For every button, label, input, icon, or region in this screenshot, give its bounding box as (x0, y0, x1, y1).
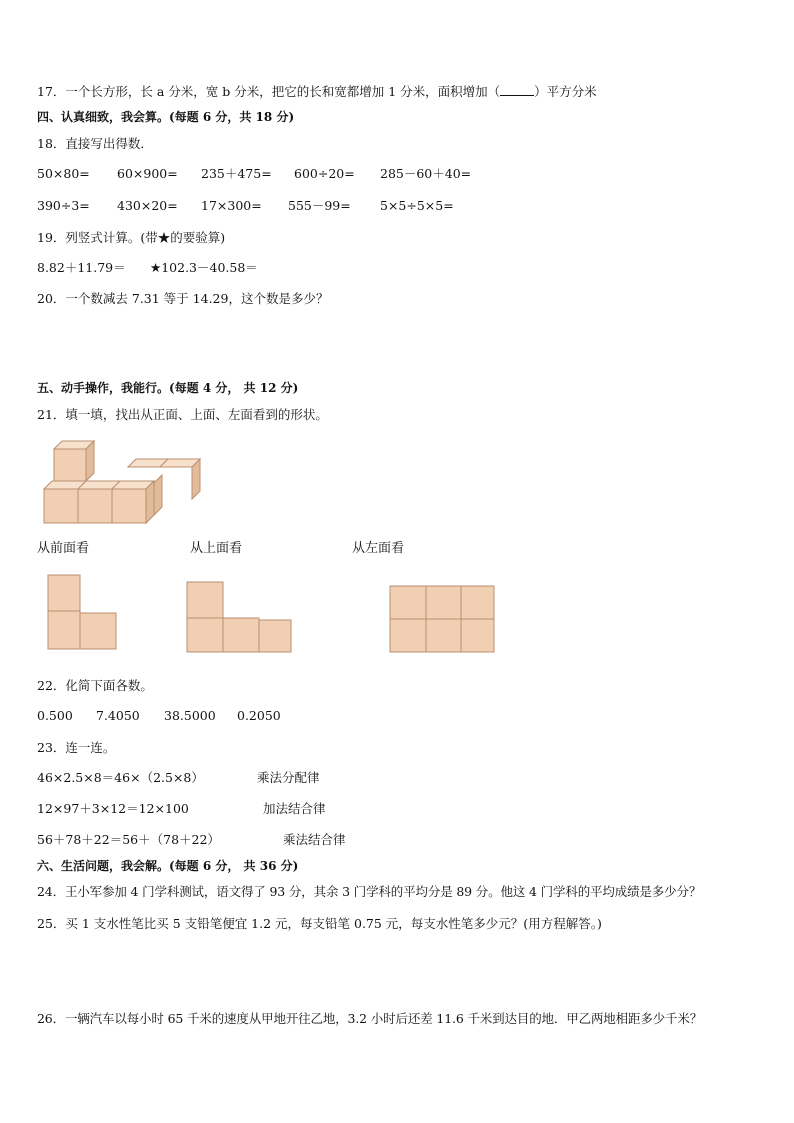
q23-right-item: 乘法分配律 (257, 770, 320, 785)
left-view-label: 从左面看 (352, 541, 405, 556)
question-22-title: 22．化简下面各数。 (37, 678, 153, 693)
q23-left-item: 12×97＋3×12＝12×100 (37, 801, 189, 816)
q18-item: 430×20= (117, 198, 178, 213)
q18-item: 5×5÷5×5= (380, 198, 454, 213)
q19-item: 8.82＋11.79＝ (37, 260, 126, 275)
top-view-shape (187, 582, 297, 657)
front-view-shape (48, 575, 128, 655)
section-5-heading: 五、动手操作，我能行。(每题 4 分， 共 12 分) (37, 381, 299, 395)
front-row-cubes (44, 481, 154, 523)
right-cubes (154, 475, 162, 515)
section-4-heading: 四、认真细致，我会算。(每题 6 分，共 18 分) (37, 110, 295, 124)
top-view-label: 从上面看 (190, 541, 243, 556)
question-20: 20．一个数减去 7.31 等于 14.29，这个数是多少？ (37, 291, 329, 306)
answer-blank[interactable] (500, 85, 534, 96)
q18-item: 285－60＋40= (380, 166, 472, 181)
front-view-label: 从前面看 (37, 541, 90, 556)
q18-item: 60×900= (117, 166, 178, 181)
q18-item: 50×80= (37, 166, 90, 181)
q19-item: ★102.3－40.58＝ (150, 260, 258, 275)
q23-right-item: 乘法结合律 (283, 832, 346, 847)
q18-item: 555－99= (288, 198, 351, 213)
q22-number: 0.500 (37, 708, 73, 723)
question-25: 25．买 1 支水性笔比买 5 支铅笔便宜 1.2 元，每支铅笔 0.75 元，每支水性笔多少元？(用方程解答。) (37, 916, 602, 931)
question-21-title: 21．填一填，找出从正面、上面、左面看到的形状。 (37, 407, 328, 422)
q18-item: 600÷20= (294, 166, 355, 181)
question-18-title: 18．直接写出得数． (37, 136, 153, 151)
q22-number: 0.2050 (237, 708, 281, 723)
question-24: 24．王小军参加 4 门学科测试，语文得了 93 分，其余 3 门学科的平均分是 89 分。他这 4 门学科的平均成绩是多少分？ (37, 884, 702, 899)
left-view-shape (390, 586, 500, 656)
q18-item: 235＋475= (201, 166, 272, 181)
question-26: 26．一辆汽车以每小时 65 千米的速度从甲地开往乙地，3.2 小时后还差 11.6 千米到达目的地．甲乙两地相距多少千米？ (37, 1011, 703, 1026)
q22-number: 7.4050 (96, 708, 140, 723)
cube-stack-figure (40, 437, 180, 527)
section-6-heading: 六、生活问题，我会解。(每题 6 分， 共 36 分) (37, 859, 299, 873)
q17-text-after: ）平方分米 (534, 84, 597, 99)
top-cube (54, 441, 94, 481)
q22-number: 38.5000 (164, 708, 216, 723)
q18-item: 390÷3= (37, 198, 90, 213)
q18-item: 17×300= (201, 198, 262, 213)
question-19-title: 19．列竖式计算。(带★的要验算) (37, 230, 226, 245)
question-17 (37, 84, 597, 100)
q23-right-item: 加法结合律 (263, 801, 326, 816)
q23-left-item: 56＋78＋22＝56＋（78＋22） (37, 832, 220, 847)
q17-text-before: 17．一个长方形，长 a 分米，宽 b 分米，把它的长和宽都增加 1 分米，面积增加（ (37, 84, 501, 99)
question-23-title: 23．连一连。 (37, 740, 116, 755)
q23-left-item: 46×2.5×8＝46×（2.5×8） (37, 770, 204, 785)
